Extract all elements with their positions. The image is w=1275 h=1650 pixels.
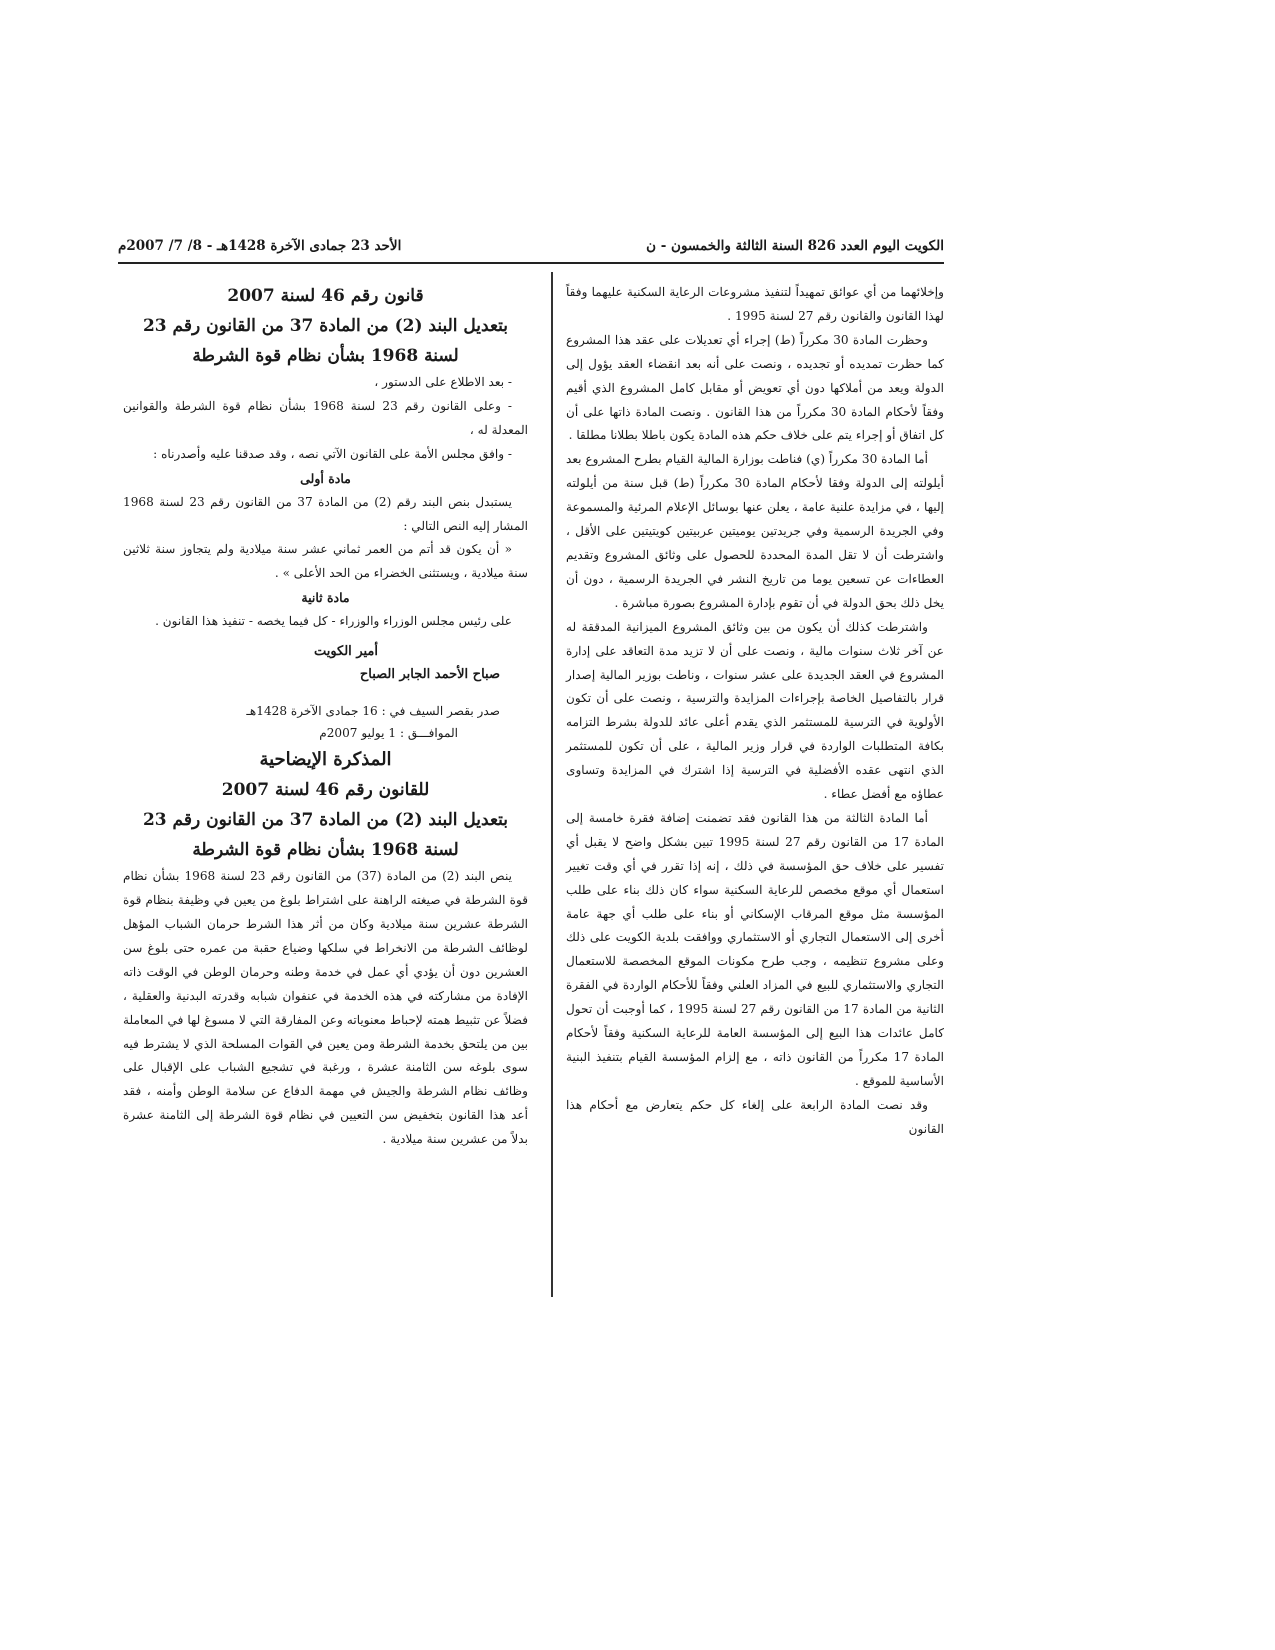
issued-date-line: الموافـــق : 1 يوليو 2007م (319, 726, 458, 741)
law-title-line: لسنة 1968 بشأن نظام قوة الشرطة (192, 346, 459, 366)
law-title-line: قانون رقم 46 لسنة 2007 (227, 286, 424, 306)
article-quote: « أن يكون قد أتم من العمر ثماني عشر سنة ميلادية ولم يتجاوز سنة ثلاثين سنة ميلادية ، ويستثنى الخضراء من الحد الأعلى » . (123, 542, 528, 581)
signature-title: أمير الكويت (313, 644, 378, 660)
memo-subtitle (123, 775, 528, 865)
memo-title: المذكرة الإيضاحية (259, 749, 392, 771)
preamble-line: - وعلى القانون رقم 23 لسنة 1968 بشأن نظام قوة الشرطة والقوانين المعدلة له ، (123, 398, 528, 437)
left-column (123, 281, 528, 1152)
article-text: يستبدل بنص البند رقم (2) من المادة 37 من القانون رقم 23 لسنة 1968 المشار إليه النص التالي : (123, 494, 528, 533)
paragraph: وحظرت المادة 30 مكرراً (ط) إجراء أي تعديلات على عقد هذا المشروع كما حظرت تمديده أو تجديده ، ونصت على أنه بعد انقضاء العقد يؤول إلى الدولة ويعد من أملاكها دون أي تعويض أو مقابل كامل المشروع الذي أقيم وفقاً لأحكام المادة 30 مكرراً من هذا القانون . ونصت المادة ذاتها على أن كل اتفاق أو إجراء يتم على خلاف حكم هذه المادة يكون باطلا بطلانا مطلقا . (566, 332, 945, 443)
right-column (566, 281, 944, 1142)
header-issue-info: الكويت اليوم العدد 826 السنة الثالثة والخمسون - ن (646, 238, 944, 254)
paragraph: واشترطت كذلك أن يكون من بين وثائق المشروع الميزانية المدققة له عن آخر ثلاث سنوات مالية ، ونصت على أن لا تزيد مدة التعاقد على إدارة المشروع في العقد الجديدة على عشر سنوات ، وناطت بوزير المالية إصدار قرار بالتفاصيل الخاصة بإجراءات المزايدة والترسية ، ونصت على أن تكون الأولوية في الترسية للمستثمر الذي يقدم أعلى عائد للدولة بشرط التزامه بكافة المتطلبات الواردة في قرار وزير المالية ، على أن تكون للمستثمر الذي انتهى عقده الأفضلية في الترسية إذا اشترك في المزايدة وتساوى عطاؤه مع أفضل عطاء . (566, 619, 944, 802)
paragraph: وإخلائهما من أي عوائق تمهيداً لتنفيذ مشروعات الرعاية السكنية عليهما وفقاً لهذا القانون والقانون رقم 27 لسنة 1995 . (566, 285, 944, 323)
header-date: الأحد 23 جمادى الآخرة 1428هـ - 8/ 7/ 2007م (118, 238, 402, 254)
issued-line: صدر بقصر السيف في : 16 جمادى الآخرة 1428هـ (246, 704, 500, 719)
article-heading: مادة أولى (300, 470, 351, 486)
article-heading: مادة ثانية (301, 590, 350, 606)
memo-text: ينص البند (2) من المادة (37) من القانون رقم 23 لسنة 1968 بشأن نظام قوة الشرطة في صيغته الراهنة على اشتراط بلوغ من يعين في وظيفة بنظام قوة الشرطة عشرين سنة ميلادية وكان من أثر هذا الشرط حرمان الشباب المؤهل لوظائف الشرطة من الانخراط في سلكها وضياع حقبة من عمره حتى بلوغ سن العشرين دون أن يؤدي أي عمل في خدمة وطنه وحرمان الوطن في الوقت ذاته الإفادة من مشاركته في هذه الخدمة في عنفوان شبابه وقدرته البدنية والعقلية ، فضلاً عن تثبيط همته لإحباط معنوياته وعن المفارقة التي لا مسوغ لها في المعاملة بين من يلتحق بخدمة الشرطة ومن يعين في القوات المسلحة الذي لا يشترط فيه سوى بلوغه سن الثامنة عشرة ، ورغبة في تشجيع الشباب على الإقبال على وظائف نظام الشرطة والجيش في مهمة الدفاع عن سلامة الوطن وأمنه ، فقد أعد هذا القانون بتخفيض سن التعيين في نظام قوة الشرطة إلى الثامنة عشرة بدلاً من عشرين سنة ميلادية . (123, 869, 528, 1147)
memo-subtitle-line: لسنة 1968 بشأن نظام قوة الشرطة (192, 840, 459, 861)
memo-subtitle-line: بتعديل البند (2) من المادة 37 من القانون رقم 23 (142, 810, 509, 831)
paragraph: أما المادة 30 مكرراً (ي) فناطت بوزارة المالية القيام بطرح المشروع بعد أيلولته إلى الدولة وفقا لأحكام المادة 30 مكرراً (ط) قبل سنة من أيلولته إليها ، في مزايدة علنية عامة ، يعلن عنها بوسائل الإعلام المرئية والمسموعة وفي الجريدة الرسمية وفي جريدتين يوميتين عربيتين كويتيتين على الأقل ، واشترطت أن لا تقل المدة المحددة للحصول على وثائق المشروع وتقديم العطاءات عن تسعين يوما من تاريخ النشر في الجريدة الرسمية ، دون أن يخل ذلك بحق الدولة في أن تقوم بإدارة المشروع بصورة مباشرة . (566, 452, 944, 610)
preamble-line: - بعد الاطلاع على الدستور ، (374, 375, 512, 389)
header-rule (118, 262, 944, 264)
law-title-line: بتعديل البند (2) من المادة 37 من القانون رقم 23 (142, 316, 509, 336)
law-title (123, 281, 528, 371)
page-header (118, 228, 944, 254)
memo-subtitle-line: للقانون رقم 46 لسنة 2007 (221, 780, 430, 801)
preamble-line: - وافق مجلس الأمة على القانون الآتي نصه ، وقد صدقنا عليه وأصدرناه : (153, 446, 512, 461)
column-divider (551, 272, 553, 1297)
paragraph: وقد نصت المادة الرابعة على إلغاء كل حكم يتعارض مع أحكام هذا القانون (566, 1097, 944, 1136)
paragraph: أما المادة الثالثة من هذا القانون فقد تضمنت إضافة فقرة خامسة إلى المادة 17 من القانون رقم 27 لسنة 1995 تبين بشكل واضح لا يقبل أي تفسير على خلاف حق المؤسسة في ذلك ، إنه إذا تقرر في أي وقت تغيير استعمال أي موقع مخصص للرعاية السكنية سواء كان ذلك بناء على طلب المؤسسة مثل موقع المرقاب الإسكاني أو بناء على طلب أي جهة عامة أخرى إلى الاستعمال التجاري أو الاستثماري ووافقت بلدية الكويت على ذلك وعلى مشروع تنظيمه ، وجب طرح مكونات الموقع المخصصة للاستعمال التجاري والاستثماري للبيع في المزاد العلني وفقاً للأحكام الواردة في الفقرة الثانية من المادة 17 من القانون رقم 27 لسنة 1995 ، كما أوجبت أن تحول كامل عائدات هذا البيع إلى المؤسسة العامة للرعاية السكنية وفقاً لأحكام المادة 17 مكرراً من القانون ذاته ، مع إلزام المؤسسة القيام بتنفيذ البنية الأساسية للموقع . (566, 810, 944, 1088)
article-text: على رئيس مجلس الوزراء والوزراء - كل فيما يخصه - تنفيذ هذا القانون . (155, 614, 512, 629)
signature-name: صباح الأحمد الجابر الصباح (359, 667, 500, 683)
